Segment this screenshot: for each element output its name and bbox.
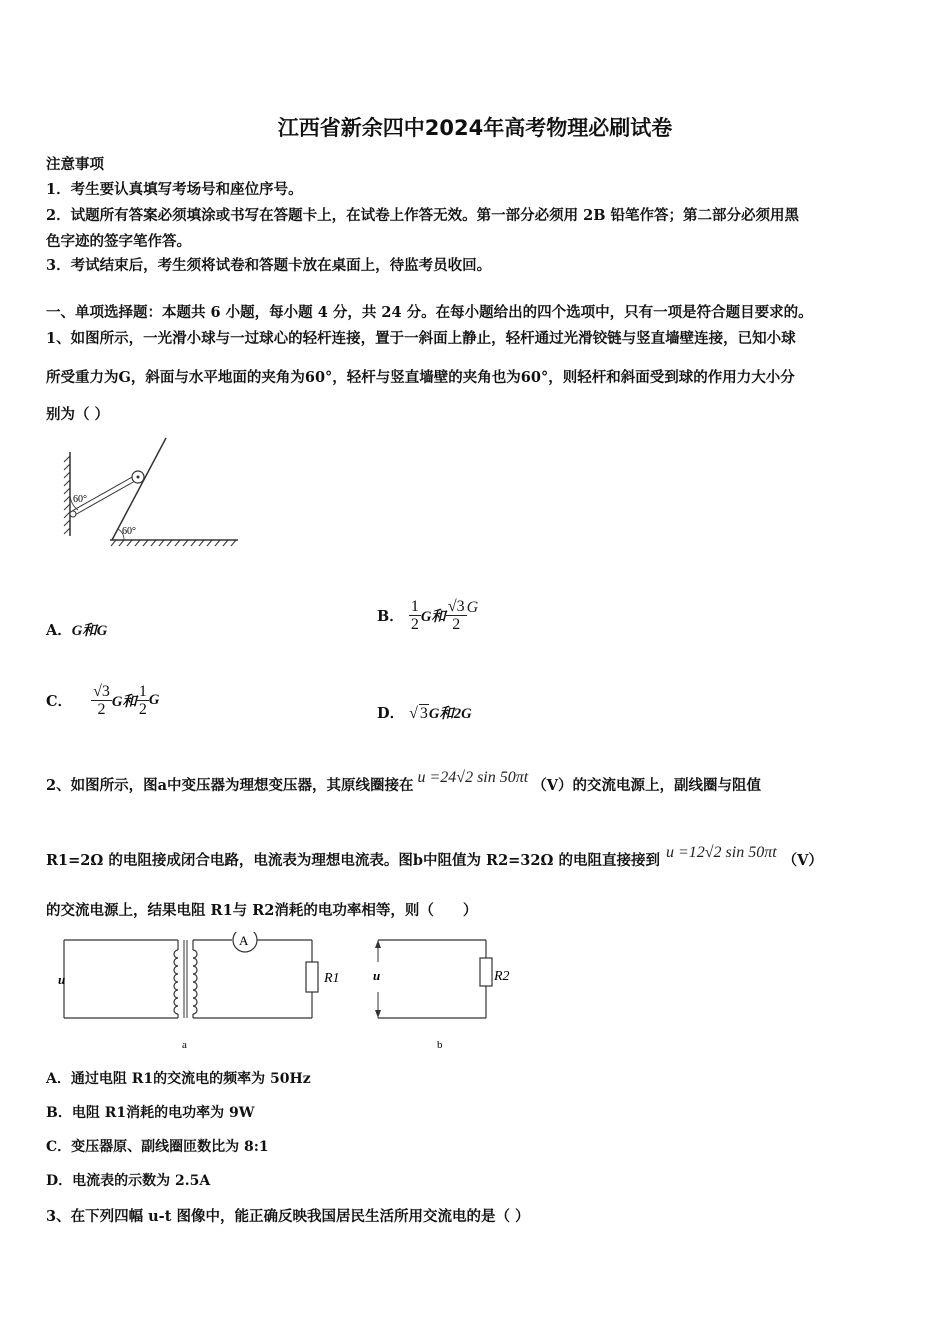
q2-option-d[interactable]: D．电流表的示数为 2.5A (46, 1173, 211, 1189)
q1-figure (60, 432, 245, 547)
q1-option-d-text: G和2G (428, 706, 472, 722)
q1-option-c-frac-1: $\frac{√3}{2}$ (93, 683, 110, 718)
q1-option-c-end: G (148, 692, 160, 708)
section-heading: 一、单项选择题：本题共 6 小题，每小题 4 分，共 24 分。在每小题给出的四个选项中，只有一项是符合题目要求的。 (46, 304, 813, 321)
notice-item-2b: 色字迹的签字笔作答。 (46, 233, 191, 250)
q2-fig-r2: R2 (494, 969, 510, 984)
q1-option-c-mid: G和 (111, 694, 137, 710)
q2-fig-r1: R1 (324, 971, 340, 986)
q1-option-a-text: G和G (71, 623, 108, 639)
notice-item-2a: 2．试题所有答案必须填涂或书写在答题卡上，在试卷上作答无效。第一部分必须用 2B 铅笔作答；第二部分必须用黑 (46, 207, 800, 224)
q1-option-a-label: A． (46, 622, 72, 639)
q1-option-d-label: D． (377, 705, 405, 722)
q1-option-b-frac-2: $\frac{√3}{2}$ (447, 598, 465, 633)
q2-option-a[interactable]: A．通过电阻 R1的交流电的频率为 50Hz (46, 1071, 311, 1087)
page-title: 江西省新余四中2024年高考物理必刷试卷 (277, 116, 673, 140)
q2-line-3: 的交流电源上，结果电阻 R1与 R2消耗的电功率相等，则（ ） (46, 902, 478, 919)
notice-item-3: 3．考试结束后，考生须将试卷和答题卡放在桌面上，待监考员收回。 (46, 257, 492, 274)
q2-figure-b (370, 932, 520, 1052)
q2-option-c[interactable]: C．变压器原、副线圈匝数比为 8:1 (46, 1139, 269, 1155)
q1-option-b[interactable] (377, 598, 478, 633)
q1-option-b-label: B． (377, 608, 404, 625)
q2-fig-ammeter: A (239, 933, 249, 948)
q2-formula-1: u =24√2 sin 50πt (417, 769, 529, 786)
q2-fig-u-a: u (58, 972, 66, 987)
q1-option-b-frac-1: $\frac{1}{2}$ (410, 598, 419, 633)
q1-option-a[interactable] (46, 619, 107, 640)
q1-option-c-frac-2: $\frac{1}{2}$ (138, 683, 147, 718)
q1-line-2: 所受重力为G，斜面与水平地面的夹角为60°，轻杆与竖直墙壁的夹角也为60°，则轻杆和斜面受到球的作用力大小分 (46, 369, 795, 386)
q3-line-1: 3、在下列四幅 u-t 图像中，能正确反映我国居民生活所用交流电的是（ ） (46, 1208, 530, 1225)
notice-heading: 注意事项 (46, 156, 104, 173)
q1-option-b-end: G (466, 598, 479, 616)
q2-fig-label-a: a (182, 1039, 187, 1051)
q1-fig-angle-wall: 60° (73, 494, 87, 505)
q2-fig-label-b: b (437, 1039, 443, 1051)
q1-option-c-label: C． (46, 693, 73, 710)
q1-option-d-sqrt: √ 3 (409, 705, 428, 722)
q1-line-1: 1、如图所示，一光滑小球与一过球心的轻杆连接，置于一斜面上静止，轻杆通过光滑铰链与竖直墙壁连接，已知小球 (46, 330, 796, 347)
notice-item-1: 1．考生要认真填写考场号和座位序号。 (46, 181, 303, 198)
q1-option-d[interactable] (377, 702, 472, 723)
q1-fig-angle-slope: 60° (122, 526, 136, 537)
q1-option-b-mid: G和 (420, 609, 446, 625)
q2-formula-2: u =12√2 sin 50πt (665, 844, 777, 861)
q2-fig-u-b: u (373, 968, 381, 983)
q2-line-1: 2、如图所示，图a中变压器为理想变压器，其原线圈接在 u =24√2 sin 50πt （V）的交流电源上，副线圈与阻值 (46, 769, 761, 794)
q2-option-b[interactable]: B．电阻 R1消耗的电功率为 9W (46, 1105, 255, 1121)
q2-line-2: R1=2Ω 的电阻接成闭合电路，电流表为理想电流表。图b中阻值为 R2=32Ω 的电阻直接接到 u =12√2 sin 50πt （V） (46, 844, 823, 869)
q1-option-c[interactable] (46, 683, 159, 718)
q1-line-3: 别为（ ） (46, 406, 110, 423)
q2-figure-a (56, 932, 356, 1052)
